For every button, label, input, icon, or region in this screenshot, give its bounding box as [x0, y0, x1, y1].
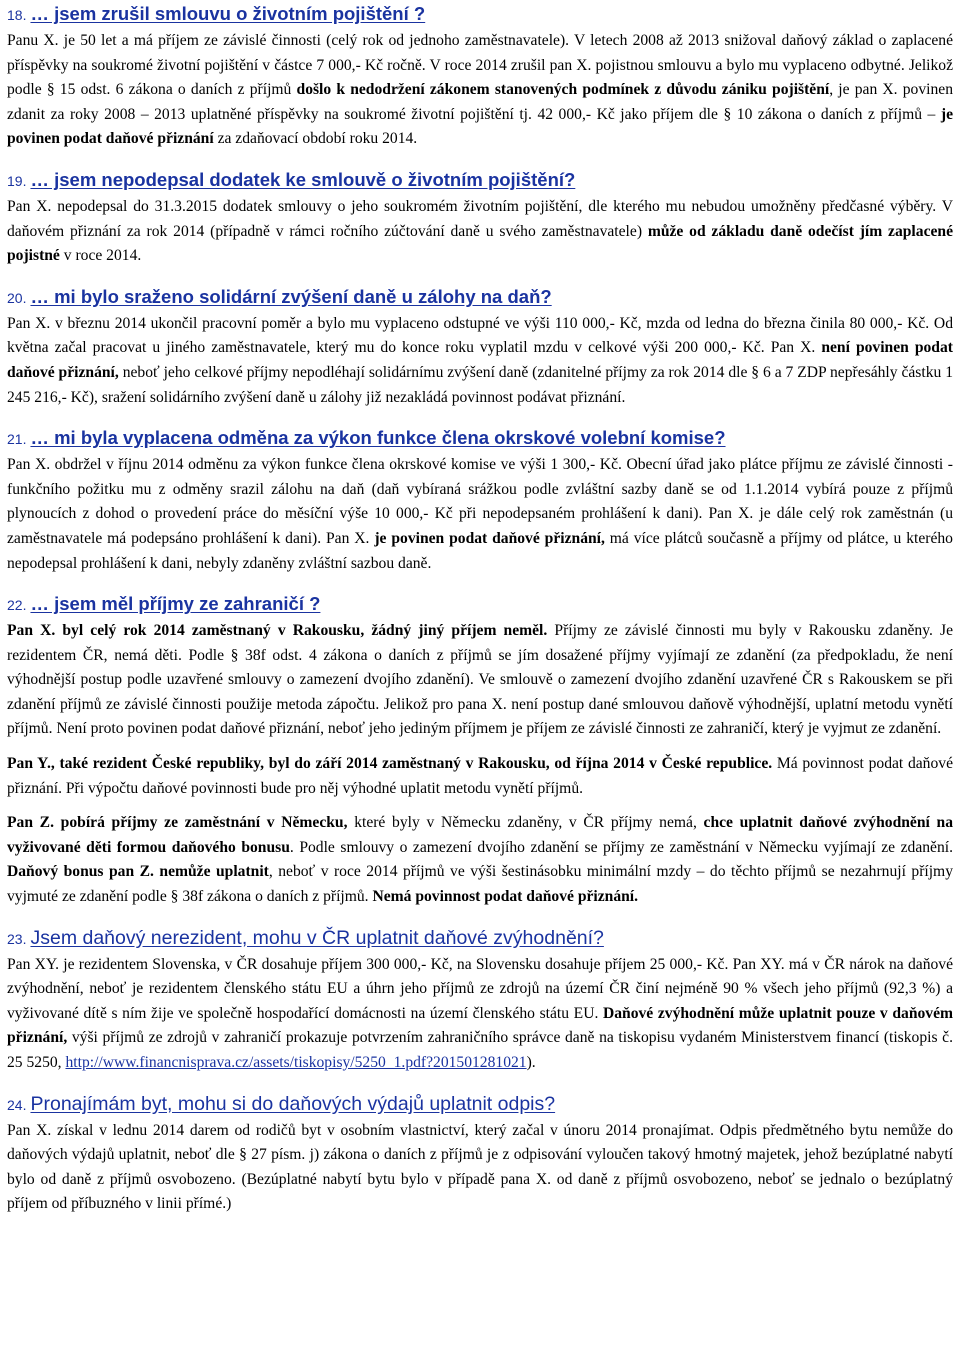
faq-section: [7, 283, 953, 410]
bold-text: Pan Z. pobírá příjmy ze zaměstnání v Německu,: [7, 814, 348, 832]
bold-text: nemůže uplatnit: [159, 863, 269, 881]
text-run: neboť jeho celkové příjmy nepodléhají solidárnímu zvýšení daně (zdanitelné příjmy za rok 2014 dle § 6 a 7 ZDP nepřesáhly částku 1 245 216,- Kč), sražení solidárního zvýšení daně u zálohy již nezakládá povinnost podávat přiznání.: [7, 363, 953, 406]
body-paragraph: [7, 953, 953, 1076]
section-heading: [7, 1090, 953, 1119]
section-title: … jsem nepodepsal dodatek ke smlouvě o životním pojištění?: [30, 168, 576, 190]
section-title: Pronajímám byt, mohu si do daňových výdajů uplatnit odpis?: [30, 1092, 556, 1115]
text-run: Pan X. v březnu 2014 ukončil pracovní poměr a bylo mu vyplaceno odstupné ve výši 110 000,- Kč, mzda od ledna do března činila 80 000,- Kč. Od května začal pracovat u jiného zaměstnavatele, který mu do konce roku vyplatil mzdu v celkové výši 200 000,- Kč. Pan X.: [7, 314, 953, 357]
body-paragraph: [7, 619, 953, 742]
text-run: . Podle smlouvy o zamezení dvojího zdanění se příjmy ze zaměstnání v Německu vyjímají ze zdanění.: [289, 838, 953, 856]
bold-text: došlo k nedodržení zákonem stanovených podmínek z důvodu zániku pojištění: [296, 81, 830, 99]
bold-text: Pan Y., také rezident České republiky, byl do září 2014 zaměstnaný v Rakousku, od října 2014 v České republice.: [7, 755, 773, 773]
section-title: … jsem měl příjmy ze zahraničí ?: [30, 593, 321, 615]
bold-text: Nemá povinnost podat daňové přiznání.: [372, 888, 639, 906]
bold-text: může od základu daně odečíst jím zaplacené pojistné: [7, 222, 954, 265]
bold-text: Daňový bonus pan Z.: [7, 863, 154, 881]
section-title: … mi byla vyplacena odměna za výkon funkce člena okrskové volební komise?: [30, 427, 726, 449]
text-run: Pan XY. je rezidentem Slovenska, v ČR dosahuje příjem 300 000,- Kč, na Slovensku dosahuje příjem 25 000,- Kč. Pan XY. má v ČR nárok na daňové zvýhodnění, neboť je rezidentem členského státu EU a úhrn jeho příjmů ze zdrojů na území ČR činí nejméně 90 % všech jeho příjmů (92,3 %) a vyživované dítě s ním žije ve společně hospodařící domácnosti na území členského státu EU.: [7, 955, 953, 1022]
faq-section: [7, 0, 953, 152]
faq-section: [7, 166, 953, 269]
body-paragraph: [7, 453, 953, 576]
section-title: … jsem zrušil smlouvu o životním pojištění ?: [30, 3, 426, 24]
body-paragraph: [7, 752, 953, 801]
body-paragraph: [7, 312, 953, 410]
bold-text: Pan X. byl celý rok 2014 zaměstnaný v Rakousku, žádný jiný příjem neměl.: [7, 622, 548, 640]
section-number: 20.: [7, 289, 27, 306]
faq-section: [7, 424, 953, 576]
text-run: má více plátců současně a příjmy od plátce, u kterého nepodepsal prohlášení k dani, nebyly zdaněny zvláštní sazbou daně.: [7, 529, 953, 572]
faq-section: [7, 924, 953, 1076]
section-heading: [7, 424, 953, 453]
section-number: 24.: [7, 1096, 27, 1113]
section-number: 18.: [7, 7, 27, 23]
section-heading: [7, 924, 953, 953]
section-number: 19.: [7, 172, 27, 189]
bold-text: je povinen podat daňové přiznání,: [374, 529, 605, 547]
text-run: Má povinnost podat daňové přiznání. Při výpočtu daňové povinnosti bude pro něj výhodné uplatit metodu vynětí příjmů.: [7, 755, 953, 797]
text-run: které byly v Německu zdaněny, v ČR příjmy nemá,: [347, 814, 704, 832]
section-heading: [7, 283, 953, 312]
text-run: , neboť v roce 2014 příjmů ve výši šestinásobku minimální mzdy – do těchto příjmů se nezahrnují příjmy vyjmuté ze zdanění podle § 38f zákona o daních z příjmů.: [7, 863, 953, 906]
bold-text: chce uplatnit daňové zvýhodnění na vyživované děti formou daňového bonusu: [7, 814, 953, 856]
bold-text: není povinen podat daňové přiznání,: [7, 339, 953, 381]
body-paragraph: [7, 811, 953, 909]
section-title: Jsem daňový nerezident, mohu v ČR uplatnit daňové zvýhodnění?: [30, 926, 604, 949]
faq-section: [7, 590, 953, 910]
text-run: za zdaňovací období roku 2014.: [213, 130, 418, 148]
text-run: , je pan X. povinen zdanit za roky 2008 – 2013 uplatněné příspěvky na soukromé životní pojištění tj. 42 000,- Kč jako příjem dle § 10 zákona o daních z příjmů –: [7, 81, 953, 123]
faq-section: [7, 1090, 953, 1217]
tiskopis-link[interactable]: http://www.financnisprava.cz/assets/tiskopisy/5250_1.pdf?201501281021: [65, 1054, 527, 1071]
text-run: výši příjmů ze zdrojů v zahraničí prokazuje potvrzením zahraničního správce daně na tiskopisu vydaném Ministerstvem financí (tiskopis č. 25 5250,: [7, 1029, 953, 1071]
text-run: Panu X. je 50 let a má příjem ze závislé činnosti (celý rok od jednoho zaměstnavatele). V letech 2008 až 2013 snižoval daňový základ o zaplacené příspěvky na soukromé životní pojištění v částce 7 000,- Kč ročně. V roce 2014 zrušil pan X. pojistnou smlouvu a bylo mu vyplaceno odbytné. Jelikož podle § 15 odst. 6 zákona o daních z příjmů: [7, 32, 953, 99]
section-number: 23.: [7, 930, 27, 947]
section-heading: [7, 0, 953, 29]
bold-text: Daňové zvýhodnění může uplatnit pouze v daňovém přiznání,: [7, 1004, 953, 1047]
text-run: Příjmy ze závislé činnosti mu byly v Rakousku zdaněny. Je rezidentem ČR, nemá děti. Podle § 38f odst. 4 zákona o daních z příjmů se jím dosažené příjmy vyjímají ze zdanění (za předpokladu, že není výhodnější postup podle uzavřené smlouvy o zamezení dvojího zdanění). Ve smlouvě o zamezení dvojího zdanění uzavřené ČR s Rakouskem se při zdanění příjmů ze závislé činnosti použije metoda zápočtu. Jelikož pro pana X. není postup dané smlouvou daňově výhodnější, uplatní metodu vynětí příjmů. Není proto povinen podat daňové přiznání, neboť jeho jediným příjmem je příjem ze závislé činnosti ze zahraničí, který je vyjmut ze zdanění.: [7, 622, 954, 738]
body-paragraph: [7, 195, 953, 269]
text-run: ).: [526, 1054, 536, 1071]
text-run: Pan X. získal v lednu 2014 darem od rodičů byt v osobním vlastnictví, který začal v únoru 2014 pronajímat. Odpis předmětného bytu nemůže do daňových výdajů uplatnit, neboť dle § 27 písm. j) zákona o daních z příjmů je z odpisování vyloučen takový hmotný majetek, jehož bezúplatné nabytí bylo od daně z příjmů osvobozeno. (Bezúplatné nabytí bytu bylo v případě pana X. od daně z příjmů osvobozeno, neboť se jednalo o bezúplatný příjem od příbuzného v linii přímé.): [7, 1121, 953, 1213]
body-paragraph: [7, 29, 953, 152]
section-number: 21.: [7, 431, 27, 448]
section-heading: [7, 166, 953, 195]
text-run: v roce 2014.: [59, 247, 142, 265]
body-paragraph: [7, 1119, 953, 1217]
section-title: … mi bylo sraženo solidární zvýšení daně u zálohy na daň?: [30, 285, 552, 307]
bold-text: je povinen podat daňové přiznání: [7, 105, 953, 148]
text-run: Pan X. nepodepsal do 31.3.2015 dodatek smlouvy o jeho soukromém životním pojištění, dle kterého mu nebudou umožněny předčasné výběry. V daňovém přiznání za rok 2014 (případně v rámci ročního zúčtování daně u svého zaměstnavatele): [7, 197, 953, 240]
section-number: 22.: [7, 597, 27, 614]
section-heading: [7, 590, 953, 619]
text-run: Pan X. obdržel v říjnu 2014 odměnu za výkon funkce člena okrskové komise ve výši 1 300,- Kč. Obecní úřad jako plátce příjmu ze závislé činnosti - funkčního požitku mu z odměny srazil zálohu na daň (daň vybíraná srážkou podle zvláštní sazby daně se od 1.1.2014 vybírá pouze z příjmů plynoucích z dohod o provedení práce do měsíční výše 10 000,- Kč při nepodepsaném prohlášení k dani). Pan X. je dále celý rok zaměstnán (u zaměstnavatele má podepsáno prohlášení k dani). Pan X.: [7, 456, 953, 547]
